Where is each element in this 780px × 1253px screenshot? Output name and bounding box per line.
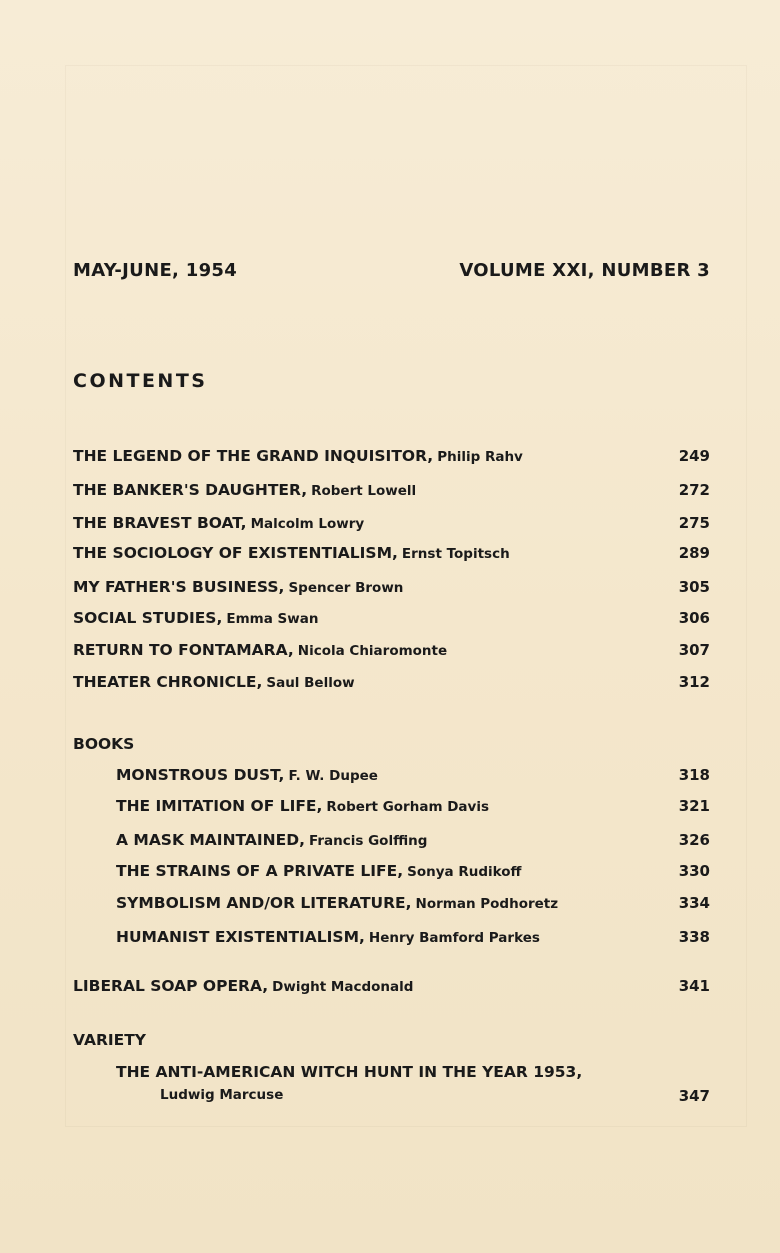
entry-title: THE BRAVEST BOAT, (73, 514, 247, 532)
entry-page: 338 (678, 928, 710, 946)
entry-page: 289 (678, 544, 710, 562)
entry-author: F. W. Dupee (288, 768, 378, 784)
entry-title: HUMANIST EXISTENTIALISM, (116, 928, 365, 946)
entry-page: 306 (678, 609, 710, 627)
entry-author: Henry Bamford Parkes (368, 930, 540, 946)
entry-title: THE LEGEND OF THE GRAND INQUISITOR, (73, 447, 434, 465)
entry-title: MY FATHER'S BUSINESS, (73, 578, 285, 596)
entry-page: 334 (678, 894, 710, 912)
variety-entry (116, 1063, 710, 1105)
toc-entry (73, 447, 710, 465)
issue-header (73, 260, 710, 281)
entry-author: Spencer Brown (288, 580, 404, 596)
entry-title: THEATER CHRONICLE, (73, 673, 263, 691)
entry-page: 275 (678, 514, 710, 532)
entry-author: Francis Golffing (309, 833, 428, 849)
toc-entry-liberal (73, 977, 710, 995)
entry-page: 272 (678, 481, 710, 499)
entry-author: Philip Rahv (437, 449, 523, 465)
entry-page: 318 (678, 766, 710, 784)
entry-page: 312 (678, 673, 710, 691)
entry-author: Malcolm Lowry (250, 516, 365, 532)
entry-page: 326 (678, 831, 710, 849)
entry-author: Emma Swan (226, 611, 319, 627)
entry-author: Sonya Rudikoff (407, 864, 522, 880)
volume-number: VOLUME XXI, NUMBER 3 (459, 260, 710, 281)
entry-author: Dwight Macdonald (272, 979, 414, 995)
show-through-border (65, 65, 747, 1127)
entry-title: MONSTROUS DUST, (116, 766, 285, 784)
toc-entry (73, 514, 710, 532)
entry-title: THE ANTI-AMERICAN WITCH HUNT IN THE YEAR 1953, (116, 1063, 583, 1081)
entry-author: Ernst Topitsch (401, 546, 510, 562)
entry-title: THE IMITATION OF LIFE, (116, 797, 323, 815)
issue-date: MAY-JUNE, 1954 (73, 260, 238, 281)
book-entry (116, 797, 710, 815)
contents-heading: CONTENTS (73, 370, 208, 392)
entry-title: LIBERAL SOAP OPERA, (73, 977, 269, 995)
entry-author: Saul Bellow (266, 675, 355, 691)
entry-title: A MASK MAINTAINED, (116, 831, 305, 849)
entry-page: 307 (678, 641, 710, 659)
entry-title: THE STRAINS OF A PRIVATE LIFE, (116, 862, 404, 880)
entry-title: RETURN TO FONTAMARA, (73, 641, 294, 659)
entry-author: Ludwig Marcuse (160, 1087, 284, 1103)
book-entry (116, 766, 710, 784)
toc-entry (73, 673, 710, 691)
book-entry (116, 894, 710, 912)
entry-title: SYMBOLISM AND/OR LITERATURE, (116, 894, 412, 912)
entry-author: Nicola Chiaromonte (297, 643, 448, 659)
entry-page: 341 (678, 977, 710, 995)
toc-entry (73, 641, 710, 659)
entry-title: THE BANKER'S DAUGHTER, (73, 481, 308, 499)
toc-entry (73, 544, 710, 562)
entry-page: 305 (678, 578, 710, 596)
entry-page: 249 (678, 447, 710, 465)
variety-heading: VARIETY (73, 1031, 147, 1049)
entry-author: Norman Podhoretz (415, 896, 559, 912)
entry-title: SOCIAL STUDIES, (73, 609, 223, 627)
toc-entry (73, 481, 710, 499)
toc-entry (73, 578, 710, 596)
entry-page: 321 (678, 797, 710, 815)
entry-author: Robert Lowell (311, 483, 417, 499)
book-entry (116, 831, 710, 849)
book-entry (116, 862, 710, 880)
books-heading: BOOKS (73, 735, 135, 753)
entry-page: 347 (678, 1087, 710, 1105)
entry-page: 330 (678, 862, 710, 880)
entry-author: Robert Gorham Davis (326, 799, 489, 815)
book-entry (116, 928, 710, 946)
toc-entry (73, 609, 710, 627)
entry-title: THE SOCIOLOGY OF EXISTENTIALISM, (73, 544, 398, 562)
